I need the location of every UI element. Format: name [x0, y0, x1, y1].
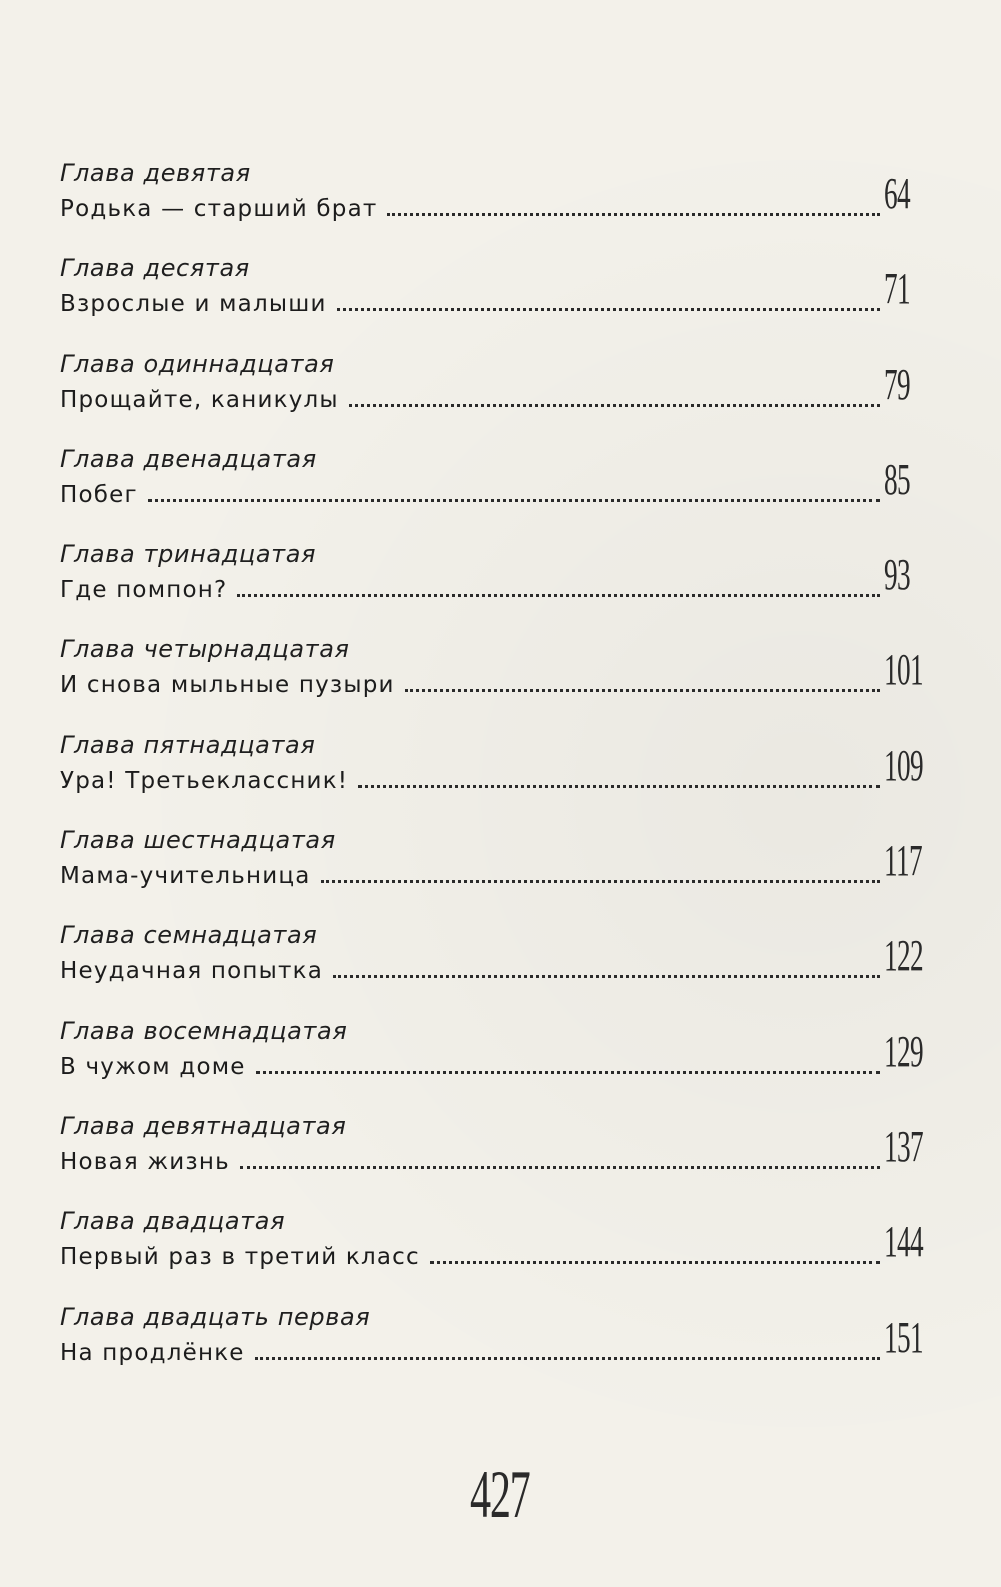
- folio-page-number: 427: [470, 1456, 530, 1532]
- page-number: 117: [884, 836, 923, 886]
- chapter-title-row: [60, 291, 880, 317]
- chapter-number: Глава семнадцатая: [60, 921, 318, 950]
- chapter-title-row: [60, 1054, 880, 1080]
- chapter-title-row: [60, 577, 880, 603]
- chapter-number: Глава восемнадцатая: [60, 1016, 348, 1045]
- page-number: 85: [884, 454, 911, 504]
- chapter-number: Глава шестнадцатая: [60, 826, 336, 855]
- dot-leader: [405, 683, 880, 692]
- chapter-number: Глава девятая: [60, 159, 251, 187]
- chapter-title-row: [60, 1244, 880, 1270]
- dot-leader: [337, 302, 880, 311]
- toc-entry: [58, 1198, 958, 1293]
- chapter-title: Новая жизнь: [60, 1148, 230, 1175]
- chapter-title: Родька — старший брат: [60, 196, 378, 222]
- page-number: 122: [884, 931, 924, 981]
- dot-leader: [333, 969, 880, 978]
- chapter-title: Ура! Третьеклассник!: [60, 767, 349, 794]
- dot-leader: [148, 493, 880, 502]
- toc-entry: [58, 245, 958, 340]
- toc-entry: [58, 531, 958, 626]
- chapter-number: Глава девятнадцатая: [60, 1111, 347, 1140]
- chapter-title-row: [60, 387, 880, 413]
- page-number: 151: [884, 1312, 924, 1362]
- toc-entry: [58, 722, 958, 817]
- toc-entry: [58, 341, 958, 436]
- chapter-title: Мама-учительница: [60, 863, 311, 890]
- toc-entry: [58, 626, 958, 721]
- chapter-title: И снова мыльные пузыри: [60, 672, 395, 699]
- page-number: 79: [884, 359, 911, 409]
- dot-leader: [237, 588, 880, 597]
- chapter-title-row: [60, 1149, 880, 1175]
- chapter-number: Глава двадцать первая: [60, 1302, 371, 1331]
- chapter-title-row: [60, 1340, 880, 1366]
- page-number: 144: [884, 1217, 924, 1267]
- page-number: 71: [884, 264, 911, 314]
- chapter-title-row: [60, 482, 880, 508]
- chapter-number: Глава двенадцатая: [60, 444, 317, 473]
- chapter-title-row: [60, 196, 880, 222]
- dot-leader: [387, 207, 880, 216]
- toc-entry: [58, 436, 958, 531]
- chapter-title: На продлёнке: [60, 1339, 245, 1366]
- chapter-title: Где помпон?: [60, 577, 228, 604]
- chapter-title-row: [60, 672, 880, 698]
- dot-leader: [255, 1351, 880, 1360]
- table-of-contents: [58, 150, 958, 1389]
- chapter-title: Взрослые и малыши: [60, 291, 327, 318]
- page-number: 109: [884, 740, 924, 790]
- page-number: 129: [884, 1026, 924, 1076]
- page-number: 137: [884, 1121, 924, 1171]
- page-number: 93: [884, 550, 911, 600]
- page-number: 64: [884, 169, 911, 218]
- chapter-number: Глава четырнадцатая: [60, 635, 350, 664]
- chapter-number: Глава тринадцатая: [60, 540, 317, 569]
- toc-entry: [58, 1008, 958, 1103]
- chapter-title-row: [60, 958, 880, 984]
- dot-leader: [349, 398, 880, 407]
- toc-entry: [58, 1103, 958, 1198]
- chapter-number: Глава двадцатая: [60, 1207, 286, 1236]
- dot-leader: [256, 1065, 880, 1074]
- dot-leader: [240, 1160, 880, 1169]
- toc-entry: [58, 1294, 958, 1389]
- chapter-title-row: [60, 768, 880, 794]
- chapter-number: Глава десятая: [60, 254, 250, 283]
- dot-leader: [358, 779, 880, 788]
- dot-leader: [430, 1255, 880, 1264]
- dot-leader: [321, 874, 880, 883]
- toc-entry: [58, 912, 958, 1007]
- chapter-number: Глава одиннадцатая: [60, 349, 335, 378]
- chapter-title-row: [60, 863, 880, 889]
- chapter-title: Первый раз в третий класс: [60, 1244, 420, 1271]
- toc-entry: [58, 817, 958, 912]
- chapter-title: Прощайте, каникулы: [60, 386, 339, 413]
- chapter-title: В чужом доме: [60, 1053, 246, 1080]
- toc-entry: [58, 150, 958, 245]
- chapter-title: Побег: [60, 481, 138, 508]
- page-number: 101: [884, 645, 924, 695]
- chapter-title: Неудачная попытка: [60, 958, 324, 985]
- chapter-number: Глава пятнадцатая: [60, 730, 316, 759]
